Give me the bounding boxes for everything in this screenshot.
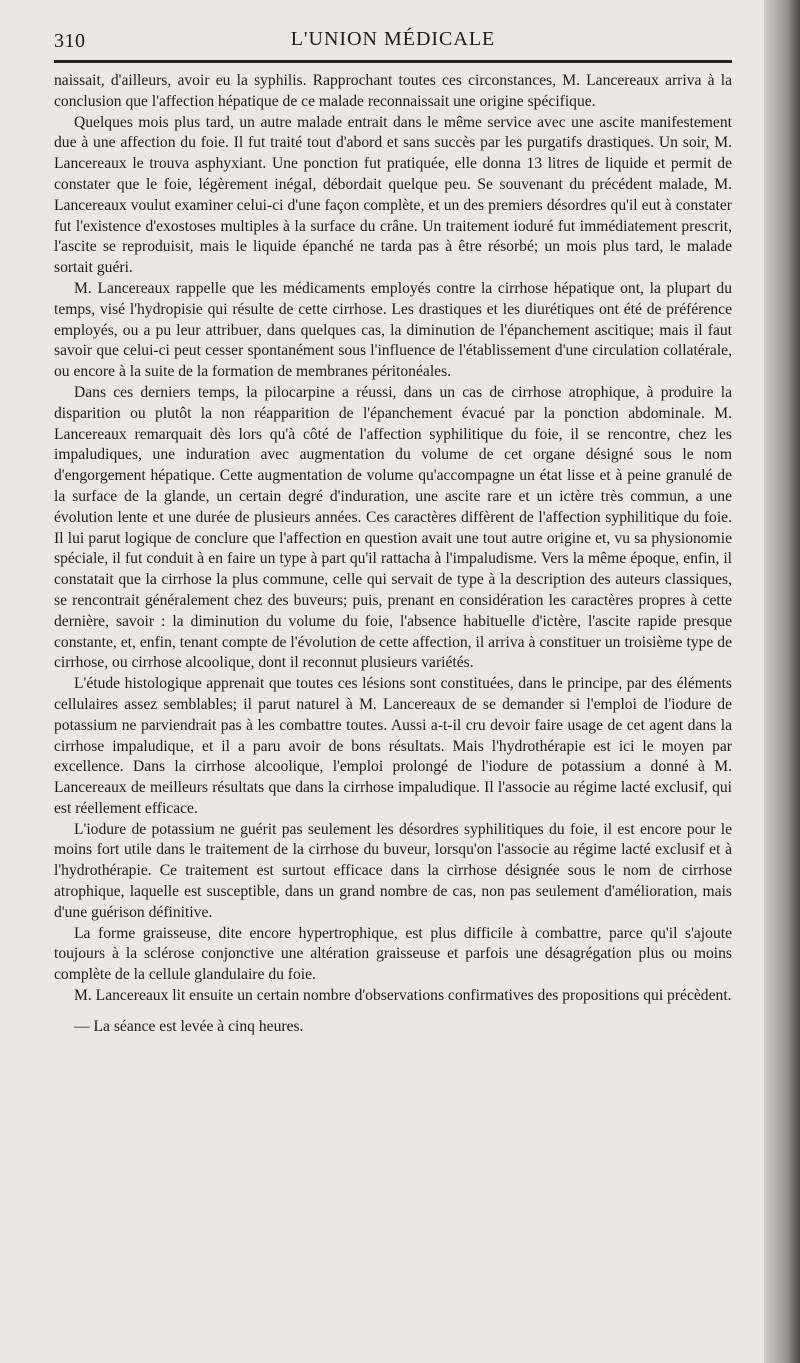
paragraph: M. Lancereaux rappelle que les médicaments employés contre la cirrhose hépatique ont, la plupart du temps, visé l'hydropisie qui résulte de cette cirrhose. Les drastiques et les diurétiques ont été de préférence employés, ou a pu leur attribuer, dans quelques cas, la diminution de l'épanchement ascitique; mais il faut savoir que celui-ci peut cesser spontanément sous l'influence de l'établissement d'une circulation collatérale, ou encore à la suite de la formation de membranes péritonéales. xyxy=(54,279,732,381)
paragraph: L'étude histologique apprenait que toutes ces lésions sont constituées, dans le principe, par des éléments cellulaires assez semblables; il parut naturel à M. Lancereaux de se demander si l'emploi de l'iodure de potassium ne parviendrait pas à les combattre toutes. Aussi a-t-il cru devoir faire usage de cet agent dans la cirrhose impaludique, et il a paru avoir de bons résultats. Mais l'hydrothérapie est ici le moyen par excellence. Dans la cirrhose alcoolique, l'emploi prolongé de l'iodure de potassium a donné à M. Lancereaux de meilleurs résultats que dans la cirrhose impaludique. Il l'associe au régime lacté exclusif, qui est réellement efficace. xyxy=(54,675,732,817)
paragraph: La forme graisseuse, dite encore hypertrophique, est plus difficile à combattre, parce qu'il s'ajoute toujours à la sclérose conjonctive une altération graisseuse et parfois une désagrégation plus ou moins complète de la cellule glandulaire du foie. xyxy=(54,924,732,984)
page-number: 310 xyxy=(54,30,86,52)
session-closing-line: — La séance est levée à cinq heures. xyxy=(74,1017,304,1035)
page-binding-shadow xyxy=(764,0,800,1363)
paragraph: Quelques mois plus tard, un autre malade entrait dans le même service avec une ascite manifestement due à une affection du foie. Il fut traité tout d'abord et sans succès par les purgatifs drastiques. Un soir, M. Lancereaux le trouva asphyxiant. Une ponction fut pratiquée, elle donna 13 litres de liquide et permit de constater que le foie, légèrement inégal, débordait quelque peu. Se souvenant du précédent malade, M. Lancereaux voulut examiner celui-ci d'une façon complète, et un des premiers désordres qu'il eut à constater fut l'existence d'exostoses multiples à la surface du crâne. Un traitement ioduré fut immédiatement prescrit, l'ascite se reproduisit, mais le liquide épanché ne tarda pas à être résorbé; un mois plus tard, le malade sortait guéri. xyxy=(54,113,732,277)
page-header xyxy=(54,24,732,58)
paragraph: naissait, d'ailleurs, avoir eu la syphilis. Rapprochant toutes ces circonstances, M. Lancereaux arriva à la conclusion que l'affection hépatique de ce malade reconnaissait une origine spécifique. xyxy=(54,72,732,110)
running-head: L'UNION MÉDICALE xyxy=(290,28,496,50)
paragraph: L'iodure de potassium ne guérit pas seulement les désordres syphilitiques du foie, il est encore pour le moins fort utile dans le traitement de la cirrhose du buveur, lorsqu'on l'associe au régime lacté exclusif et à l'hydrothérapie. Ce traitement est surtout efficace dans la cirrhose désignée sous le nom de cirrhose atrophique, laquelle est susceptible, dans un grand nombre de cas, non pas seulement d'amélioration, mais d'une guérison définitive. xyxy=(54,820,732,921)
paragraph: M. Lancereaux lit ensuite un certain nombre d'observations confirmatives des propositions qui précèdent. xyxy=(74,987,732,1005)
paragraph: Dans ces derniers temps, la pilocarpine a réussi, dans un cas de cirrhose atrophique, à produire la disparition ou plutôt la non réapparition de l'épanchement évacué par la ponction abdominale. M. Lancereaux remarquait dès lors qu'à côté de l'affection syphilitique du foie, il se rencontre, chez les impaludiques, une induration avec augmentation du volume de cet organe désigné sous le nom d'engorgement hépatique. Cette augmentation de volume qu'accompagne un état lisse et à peine granulé de la surface de la glande, un certain degré d'induration, une ascite rare et un ictère très commun, a une évolution lente et une durée de plusieurs années. Ces caractères diffèrent de l'affection syphilitique du foie. Il lui parut logique de conclure que l'affection en question avait une tout autre origine et, vu sa physionomie spéciale, il fut conduit à en faire un type à part qu'il rattacha à l'impaludisme. Vers la même époque, enfin, il constatait que la cirrhose la plus commune, celle qui servait de type à la description des auteurs classiques, se rencontrait généralement chez des buveurs; puis, prenant en considération les caractères propres à cette dernière, savoir : la diminution du volume du foie, l'absence habituelle d'ictère, l'ascite rapide presque constante, et, enfin, tenant compte de l'évolution de cette affection, il arriva à constituer un troisième type de cirrhose, ou cirrhose alcoolique, dont il reconnut plusieurs variétés. xyxy=(54,383,732,672)
article-body xyxy=(54,71,732,1038)
header-rule xyxy=(54,60,732,63)
